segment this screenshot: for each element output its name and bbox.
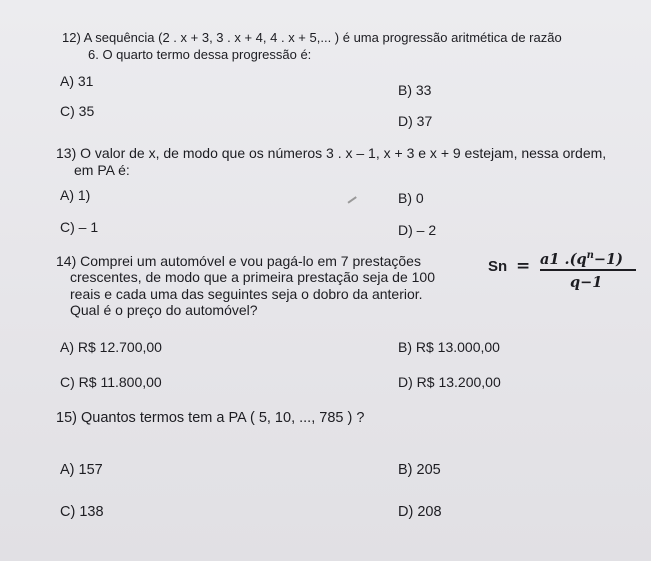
q12-option-c: C) 35 (60, 103, 95, 119)
q14-line3: reais e cada uma das seguintes seja o dobro da anterior. (70, 286, 423, 302)
pencil-stroke (347, 196, 356, 203)
q12-option-b: B) 33 (398, 82, 432, 98)
q12-line2: 6. O quarto termo dessa progressão é: (88, 47, 312, 62)
q14-option-b: B) R$ 13.000,00 (398, 339, 500, 355)
formula-equals: = (516, 256, 531, 276)
q13-line2: em PA é: (74, 162, 130, 178)
q13-option-d: D) – 2 (398, 222, 437, 238)
q15-option-c: C) 138 (60, 504, 104, 520)
q15-option-d: D) 208 (398, 504, 442, 520)
q15-line1: 15) Quantos termos tem a PA ( 5, 10, ..., 785 ) ? (56, 410, 365, 426)
q15-option-a: A) 157 (60, 462, 103, 478)
q13-option-c: C) – 1 (60, 219, 99, 235)
q12-line1: 12) A sequência (2 . x + 3, 3 . x + 4, 4 . x + 5,... ) é uma progressão aritmética de razão (62, 30, 562, 45)
sum-formula (488, 252, 638, 292)
numerator-exponent: n (586, 250, 594, 261)
formula-denominator: q−1 (570, 274, 603, 291)
q14-line4: Qual é o preço do automóvel? (70, 302, 258, 318)
q15-option-b: B) 205 (398, 462, 441, 478)
q13-line1: 13) O valor de x, de modo que os números 3 . x – 1, x + 3 e x + 9 estejam, nessa ordem, (56, 145, 607, 161)
q14-line2: crescentes, de modo que a primeira prestação seja de 100 (70, 269, 435, 285)
formula-numerator (540, 250, 623, 268)
q14-option-c: C) R$ 11.800,00 (60, 374, 162, 390)
numerator-base: a1 .(q (540, 250, 587, 268)
fraction-bar (540, 269, 636, 271)
q13-option-a: A) 1) (60, 187, 91, 203)
q14-option-a: A) R$ 12.700,00 (60, 339, 162, 355)
q12-option-d: D) 37 (398, 113, 433, 129)
q14-option-d: D) R$ 13.200,00 (398, 374, 501, 390)
formula-lhs: Sn (488, 258, 508, 275)
q12-option-a: A) 31 (60, 73, 94, 89)
numerator-end: −1) (593, 250, 623, 268)
q14-line1: 14) Comprei um automóvel e vou pagá-lo em 7 prestações (56, 253, 421, 269)
q13-option-b: B) 0 (398, 190, 424, 206)
